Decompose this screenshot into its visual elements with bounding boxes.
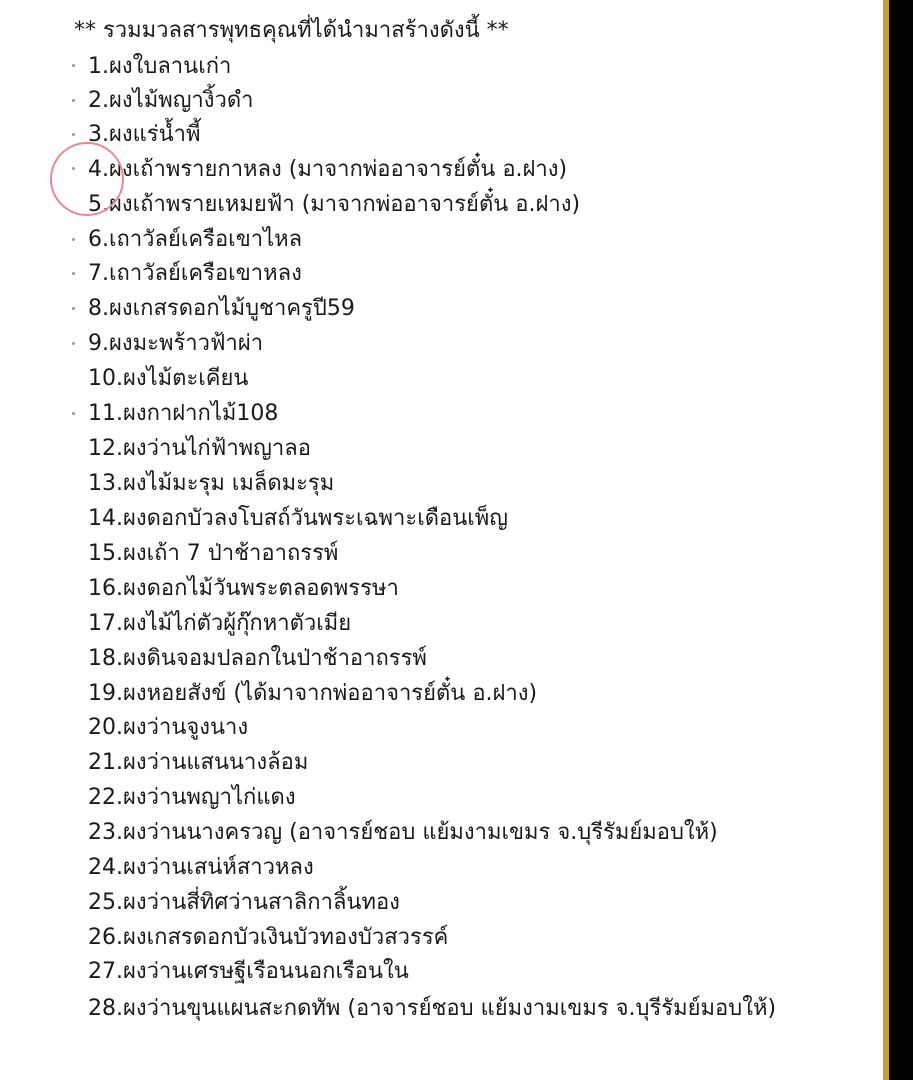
bullet-dot xyxy=(72,307,75,310)
list-item: 28.ผงว่านขุนแผนสะกดทัพ (อาจารย์ชอบ แย้มงามเขมร จ.บุรีรัมย์มอบให้) xyxy=(88,996,777,1021)
list-item: 5.ผงเถ้าพรายเหมยฟ้า (มาจากพ่ออาจารย์ตั๋น อ.ฝาง) xyxy=(88,192,581,217)
list-item: 17.ผงไม้ไก่ตัวผู้กุ๊กหาตัวเมีย xyxy=(88,611,352,636)
list-item: 27.ผงว่านเศรษฐีเรือนนอกเรือนใน xyxy=(88,959,409,984)
list-item: 9.ผงมะพร้าวฟ้าผ่า xyxy=(88,331,264,356)
list-item: 19.ผงหอยสังข์ (ได้มาจากพ่ออาจารย์ตั๋น อ.ฝาง) xyxy=(88,681,538,706)
list-item: 8.ผงเกสรดอกไม้บูชาครูปี59 xyxy=(88,296,355,321)
list-item: 1.ผงใบลานเก่า xyxy=(88,54,232,79)
gold-edge-line xyxy=(883,0,889,1080)
bullet-dot xyxy=(72,412,75,415)
list-item: 13.ผงไม้มะรุม เมล็ดมะรุม xyxy=(88,471,335,496)
list-item: 21.ผงว่านแสนนางล้อม xyxy=(88,750,309,775)
bullet-dot xyxy=(72,64,75,67)
bullet-dot xyxy=(72,272,75,275)
highlight-circle xyxy=(50,142,124,216)
page-title: ** รวมมวลสารพุทธคุณที่ได้นำมาสร้างดังนี้ ** xyxy=(74,18,509,43)
list-item: 15.ผงเถ้า 7 ป่าช้าอาถรรพ์ xyxy=(88,541,339,566)
list-item: 25.ผงว่านสี่ทิศว่านสาลิกาลิ้นทอง xyxy=(88,890,400,915)
bullet-dot xyxy=(72,342,75,345)
list-item: 11.ผงกาฝากไม้108 xyxy=(88,401,279,426)
list-item: 3.ผงแร่น้ำพี้ xyxy=(88,122,201,147)
list-item: 12.ผงว่านไก่ฟ้าพญาลอ xyxy=(88,436,311,461)
list-item: 10.ผงไม้ตะเคียน xyxy=(88,366,249,391)
list-item: 20.ผงว่านจูงนาง xyxy=(88,715,249,740)
list-item: 18.ผงดินจอมปลอกในป่าช้าอาถรรพ์ xyxy=(88,646,427,671)
list-item: 22.ผงว่านพญาไก่แดง xyxy=(88,785,296,810)
right-edge-bar xyxy=(883,0,913,1080)
list-item: 23.ผงว่านนางครวญ (อาจารย์ชอบ แย้มงามเขมร จ.บุรีรัมย์มอบให้) xyxy=(88,820,718,845)
list-item: 7.เถาวัลย์เครือเขาหลง xyxy=(88,261,302,286)
list-item: 2.ผงไม้พญางิ้วดำ xyxy=(88,88,254,113)
list-item: 4.ผงเถ้าพรายกาหลง (มาจากพ่ออาจารย์ตั๋น อ.ฝาง) xyxy=(88,157,568,182)
list-item: 6.เถาวัลย์เครือเขาไหล xyxy=(88,227,303,252)
bullet-dot xyxy=(72,133,75,136)
list-item: 14.ผงดอกบัวลงโบสถ์วันพระเฉพาะเดือนเพ็ญ xyxy=(88,506,509,531)
bullet-dot xyxy=(72,99,75,102)
bullet-dot xyxy=(72,238,75,241)
list-item: 26.ผงเกสรดอกบัวเงินบัวทองบัวสวรรค์ xyxy=(88,925,449,950)
list-item: 16.ผงดอกไม้วันพระตลอดพรรษา xyxy=(88,576,399,601)
list-item: 24.ผงว่านเสน่ห์สาวหลง xyxy=(88,855,314,880)
